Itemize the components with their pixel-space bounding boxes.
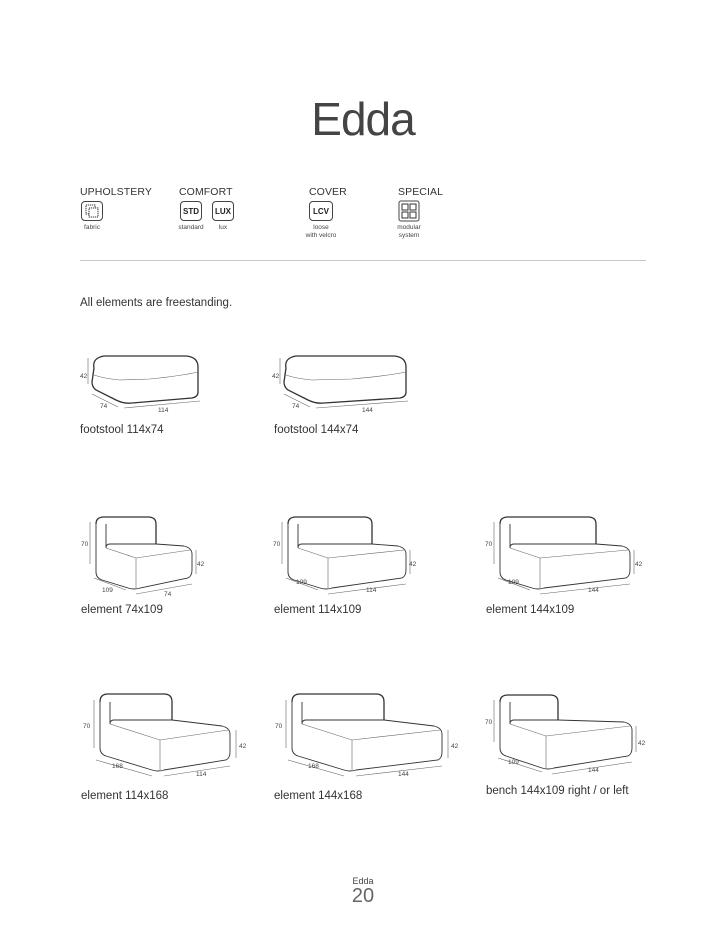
dim-width: 144 xyxy=(398,771,409,778)
modular-grid-icon xyxy=(398,200,420,222)
dim-depth: 74 xyxy=(292,403,300,410)
page-number: 20 xyxy=(351,885,375,907)
dim-depth: 168 xyxy=(308,763,319,770)
dim-seat: 42 xyxy=(239,743,247,750)
dim-width: 114 xyxy=(196,771,207,778)
label-element-74x109: element 74x109 xyxy=(81,604,163,616)
dim-seat: 42 xyxy=(197,561,205,568)
dim-seat: 42 xyxy=(635,561,643,568)
element-114x168-drawing xyxy=(80,690,250,780)
comfort-lux-icon: LUX xyxy=(212,201,234,221)
dim-back: 70 xyxy=(485,719,493,726)
caption-fabric: fabric xyxy=(84,224,100,231)
dim-seat: 42 xyxy=(451,743,459,750)
dim-width: 144 xyxy=(362,407,373,414)
intro-text: All elements are freestanding. xyxy=(80,297,233,309)
comfort-standard-icon: STD xyxy=(180,201,202,221)
dim-depth: 109 xyxy=(508,579,519,586)
dim-width: 114 xyxy=(366,587,377,594)
element-74x109-drawing xyxy=(80,512,210,598)
dim-width: 144 xyxy=(588,767,599,774)
element-144x168-drawing xyxy=(272,690,464,780)
dim-depth: 109 xyxy=(296,579,307,586)
label-element-114x168: element 114x168 xyxy=(81,790,169,802)
caption-standard: standard xyxy=(178,224,204,231)
caption-loose-velcro: loose with velcro xyxy=(305,224,337,239)
label-bench-144x109: bench 144x109 right / or left xyxy=(486,785,629,797)
dim-depth: 109 xyxy=(508,759,519,766)
label-footstool-114x74: footstool 114x74 xyxy=(80,424,164,436)
feature-heading-upholstery: UPHOLSTERY xyxy=(80,186,152,198)
fabric-icon xyxy=(81,201,103,221)
modular-system-icon xyxy=(398,201,420,221)
label-element-144x109: element 144x109 xyxy=(486,604,575,616)
caption-lux: lux xyxy=(218,224,228,231)
dim-depth: 109 xyxy=(102,587,113,594)
feature-heading-cover: COVER xyxy=(309,186,347,198)
cover-lcv-icon: LCV xyxy=(309,201,333,221)
dim-seat: 42 xyxy=(409,561,417,568)
footer-collection-name: Edda xyxy=(352,876,374,886)
dim-back: 70 xyxy=(83,723,91,730)
footstool-144x74-drawing xyxy=(272,350,412,420)
fabric-swatch-icon xyxy=(85,204,99,218)
dim-depth: 74 xyxy=(100,403,108,410)
footstool-114x74-drawing xyxy=(80,350,210,420)
feature-heading-special: SPECIAL xyxy=(398,186,444,198)
dim-back: 70 xyxy=(485,541,493,548)
dim-height: 42 xyxy=(80,373,88,380)
dim-back: 70 xyxy=(275,723,283,730)
dim-depth: 168 xyxy=(112,763,123,770)
label-element-144x168: element 144x168 xyxy=(274,790,363,802)
caption-modular-system: modular system xyxy=(397,224,421,239)
dim-width: 114 xyxy=(158,407,169,414)
dim-back: 70 xyxy=(273,541,281,548)
dim-width: 74 xyxy=(164,591,172,598)
label-footstool-144x74: footstool 144x74 xyxy=(274,424,359,436)
bench-144x109-drawing xyxy=(484,690,654,780)
label-element-114x109: element 114x109 xyxy=(274,604,362,616)
element-144x109-drawing xyxy=(484,512,648,598)
dim-back: 70 xyxy=(81,541,89,548)
dim-width: 144 xyxy=(588,587,599,594)
element-114x109-drawing xyxy=(272,512,422,598)
section-divider xyxy=(80,260,646,261)
feature-heading-comfort: COMFORT xyxy=(179,186,233,198)
page-title: Edda xyxy=(311,93,415,145)
dim-height: 42 xyxy=(272,373,280,380)
dim-seat: 42 xyxy=(638,740,646,747)
